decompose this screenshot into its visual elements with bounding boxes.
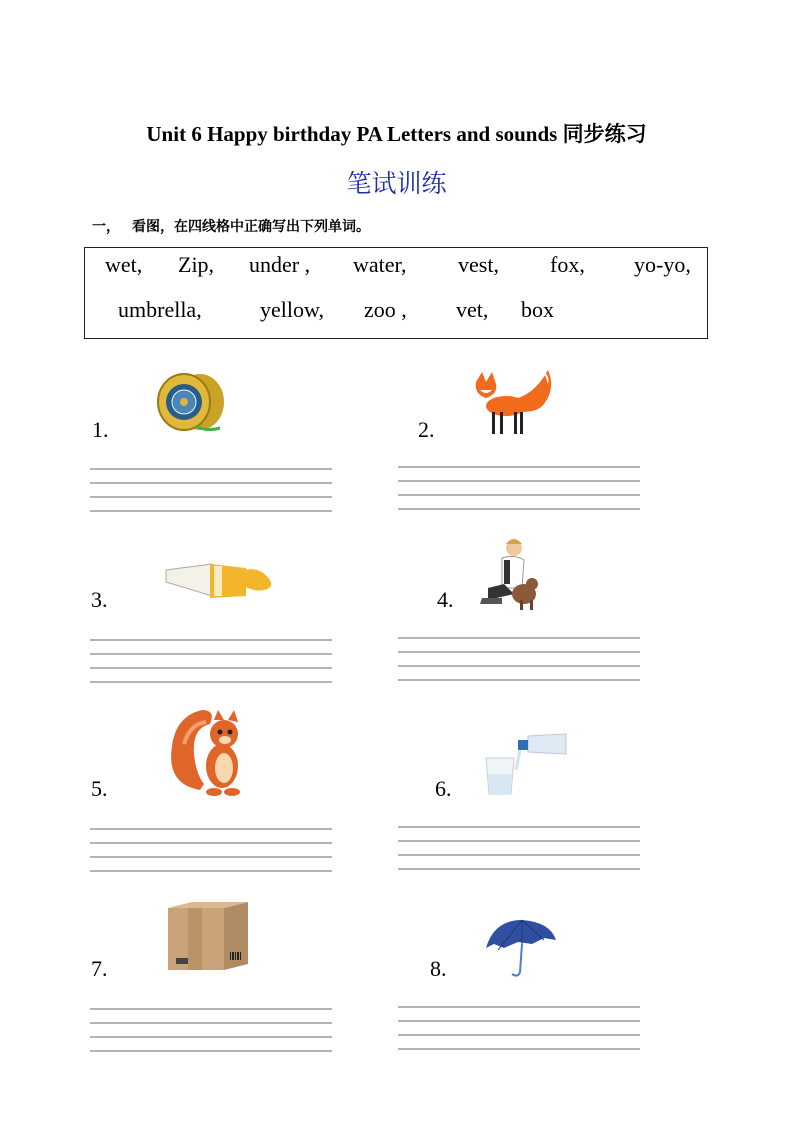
squirrel-icon <box>170 704 246 798</box>
word-bank <box>84 247 708 339</box>
fox-icon <box>470 368 564 440</box>
section-number: 一， <box>92 219 120 235</box>
word-bank-item: yo-yo, <box>634 252 691 277</box>
word-bank-item: water, <box>353 252 407 277</box>
writing-lines[interactable] <box>90 639 332 687</box>
word-bank-item: umbrella, <box>118 297 202 322</box>
box-icon <box>166 900 252 974</box>
writing-lines[interactable] <box>398 466 640 514</box>
page-subtitle: 笔试训练 <box>346 169 447 198</box>
writing-lines[interactable] <box>398 826 640 874</box>
umbrella-icon <box>484 918 558 978</box>
word-bank-item: box <box>521 297 554 322</box>
section-instruction <box>92 216 370 236</box>
word-bank-item: Zip, <box>178 252 215 277</box>
water-icon <box>482 732 568 798</box>
question-number: 7. <box>91 956 108 981</box>
word-bank-item: zoo , <box>364 297 407 322</box>
writing-lines[interactable] <box>398 637 640 685</box>
question-number: 3. <box>91 587 108 612</box>
word-bank-item: vest, <box>458 252 499 277</box>
question-number: 4. <box>437 587 454 612</box>
writing-lines[interactable] <box>90 468 332 516</box>
question-number: 5. <box>91 776 108 801</box>
word-bank-item: yellow, <box>260 297 324 322</box>
question-number: 8. <box>430 956 447 981</box>
word-bank-item: vet, <box>456 297 489 322</box>
page-title: Unit 6 Happy birthday PA Letters and sounds 同步练习 <box>146 122 647 146</box>
word-bank-item: wet, <box>105 252 143 277</box>
writing-lines[interactable] <box>90 828 332 876</box>
word-bank-item: fox, <box>550 252 585 277</box>
instruction-text: 看图，在四线格中正确写出下列单词。 <box>132 219 370 235</box>
word-bank-item: under , <box>249 252 311 277</box>
question-number: 1. <box>92 417 109 442</box>
writing-lines[interactable] <box>90 1008 332 1056</box>
yoyo-icon <box>156 372 228 436</box>
writing-lines[interactable] <box>398 1006 640 1054</box>
tube-icon <box>164 560 276 604</box>
vet-icon <box>478 538 540 610</box>
question-number: 2. <box>418 417 435 442</box>
question-number: 6. <box>435 776 452 801</box>
